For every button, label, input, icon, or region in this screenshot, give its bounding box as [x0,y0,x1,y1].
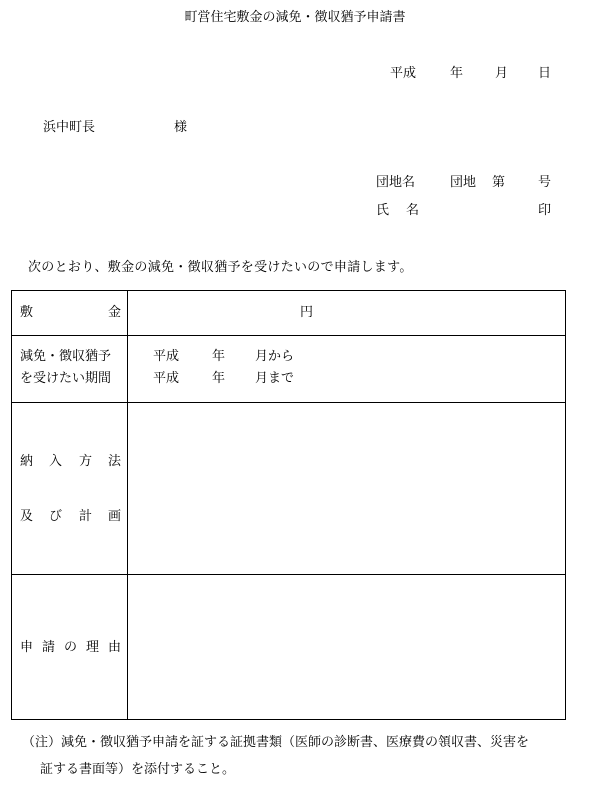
date-day: 日 [538,66,552,81]
application-table [11,290,566,720]
period-from-year: 年 [212,349,226,364]
go-label: 号 [538,175,552,190]
date-year: 年 [450,66,464,81]
danchi-name-label: 団地名 [376,175,416,190]
reason-char-5: 由 [108,640,122,655]
row-divider-1 [12,335,565,336]
payment-method-char-2: 入 [49,454,63,469]
danchi-suffix: 団地 [450,175,477,190]
period-from-month: 月から [255,349,295,364]
period-to-month: 月まで [255,371,295,386]
payment-plan-char-2: び [49,509,63,524]
note-line-1: （注）減免・徴収猶予申請を証する証拠書類（医師の診断書、医療費の領収書、災害を [22,735,530,750]
payment-method-char-3: 方 [79,454,93,469]
payment-method-char-1: 納 [20,454,34,469]
reason-char-1: 申 [20,640,34,655]
payment-plan-field[interactable] [128,403,565,573]
deposit-yen-field[interactable]: 円 [300,305,314,320]
payment-plan-char-4: 画 [108,509,122,524]
date-era: 平成 [390,66,417,81]
period-label-line2: を受けたい期間 [20,371,112,386]
date-month: 月 [495,66,509,81]
period-to-era: 平成 [153,371,180,386]
reason-field[interactable] [128,575,565,719]
addressee-name: 浜中町長 [43,120,96,135]
name-label-1: 氏 [376,203,390,218]
intro-text: 次のとおり、敷金の減免・徴収猶予を受けたいので申請します。 [28,260,413,275]
seal-label: 印 [538,203,552,218]
addressee-honorific: 様 [174,120,188,135]
payment-plan-char-3: 計 [79,509,93,524]
note-line-2: 証する書面等）を添付すること。 [40,762,236,777]
period-label-line1: 減免・徴収猶予 [20,349,112,364]
form-title: 町営住宅敷金の減免・徴収猶予申請書 [184,10,406,25]
reason-char-4: 理 [86,640,100,655]
deposit-label-b: 金 [108,305,122,320]
reason-char-2: 請 [42,640,56,655]
period-from-era: 平成 [153,349,180,364]
deposit-label-a: 敷 [20,305,34,320]
dai-label: 第 [492,175,506,190]
period-to-year: 年 [212,371,226,386]
payment-method-char-4: 法 [108,454,122,469]
reason-char-3: の [64,640,78,655]
payment-plan-char-1: 及 [20,509,34,524]
name-label-2: 名 [406,203,420,218]
